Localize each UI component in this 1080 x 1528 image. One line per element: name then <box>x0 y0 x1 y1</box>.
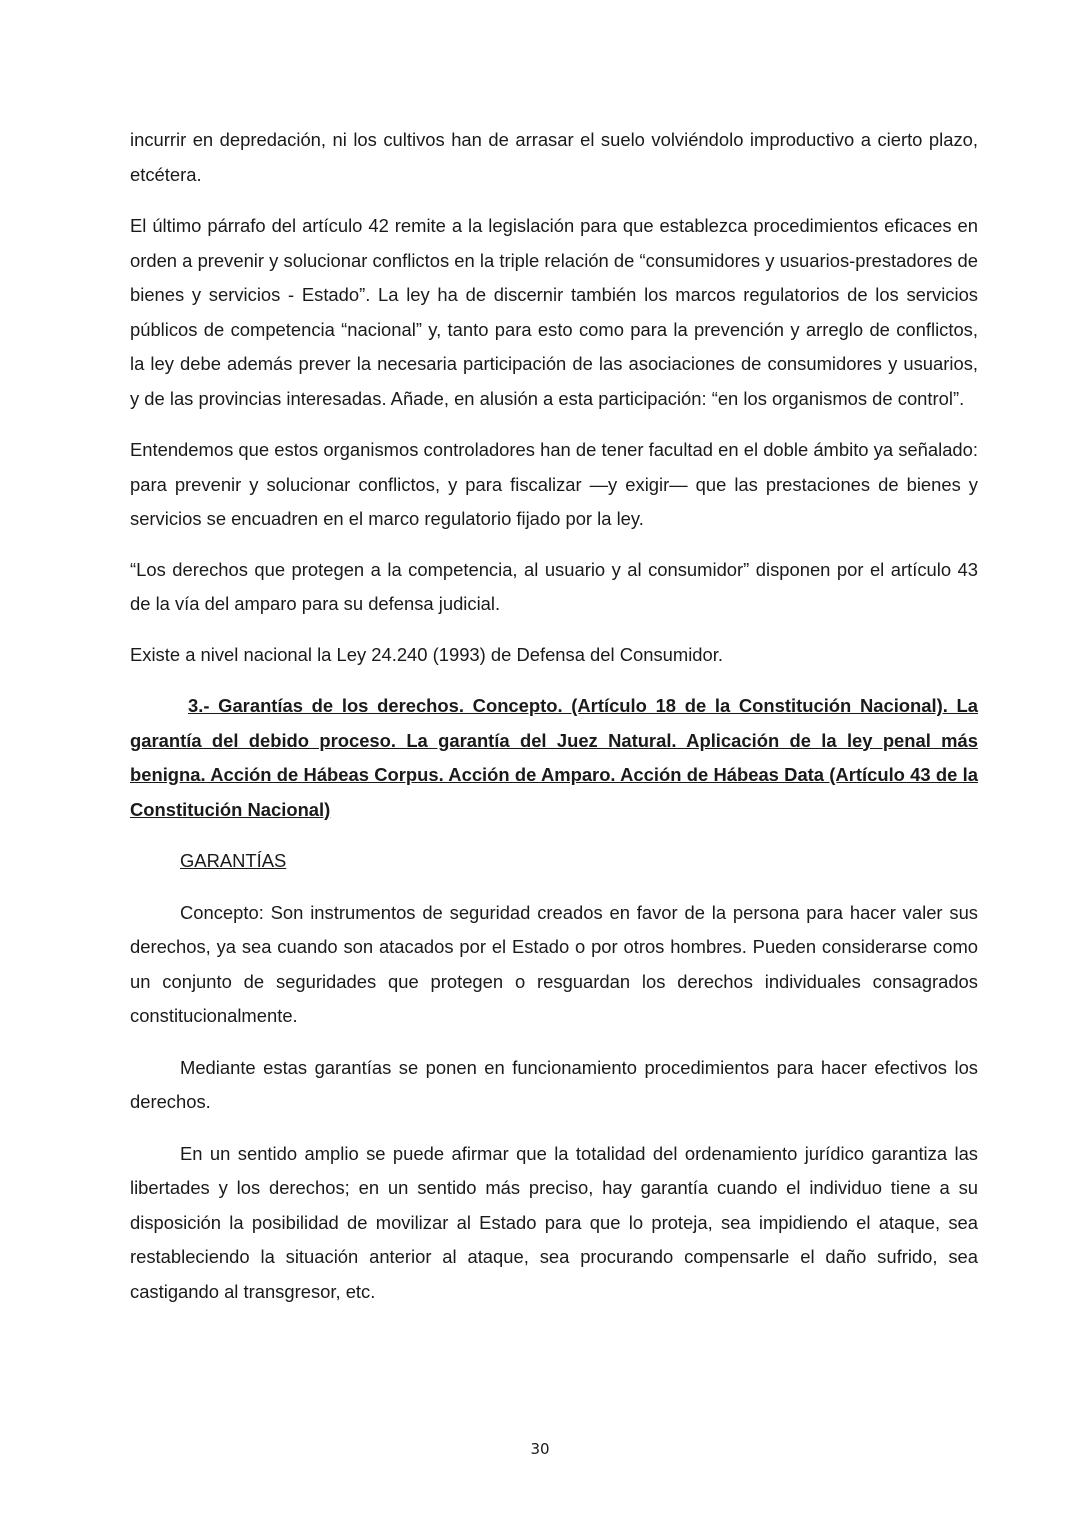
paragraph-articulo-43: “Los derechos que protegen a la competencia, al usuario y al consumidor” disponen por el artículo 43 de la vía del amparo para su defensa judicial. <box>130 558 978 614</box>
page-number: 30 <box>530 1440 550 1458</box>
paragraph-articulo-42: El último párrafo del artículo 42 remite a la legislación para que establezca procedimientos eficaces en orden a prevenir y solucionar conflictos en la triple relación de “consumidores y usuarios-prestadores de bienes y servicios - Estado”. La ley ha de discernir también los marcos regulatorios de los servicios públicos de competencia “nacional” y, tanto para esto como para la prevención y arreglo de conflictos, la ley debe además prever la necesaria participación de las asociaciones de consumidores y usuarios, y de las provincias interesadas. Añade, en alusión a esta participación: “en los organismos de control”. <box>130 215 978 409</box>
paragraph-ley-consumidor: Existe a nivel nacional la Ley 24.240 (1993) de Defensa del Consumidor. <box>130 643 723 665</box>
subheading-garantias: GARANTÍAS <box>180 850 287 871</box>
paragraph-sentido-amplio: En un sentido amplio se puede afirmar que la totalidad del ordenamiento jurídico garantiza las libertades y los derechos; en un sentido más preciso, hay garantía cuando el individuo tiene a su disposición la posibilidad de movilizar al Estado para que lo proteja, sea impidiendo el ataque, sea restableciendo la situación anterior al ataque, sea procurando compensarle el daño sufrido, sea castigando al transgresor, etc. <box>130 1142 978 1302</box>
paragraph-organismos-controladores: Entendemos que estos organismos controladores han de tener facultad en el doble ámbito ya señalado: para prevenir y solucionar conflictos, y para fiscalizar —y exigir— que las prestaciones de bienes y servicios se encuadren en el marco regulatorio fijado por la ley. <box>130 439 978 529</box>
document-page <box>130 123 978 1309</box>
paragraph-concepto: Concepto: Son instrumentos de seguridad creados en favor de la persona para hacer valer sus derechos, ya sea cuando son atacados por el Estado o por otros hombres. Pueden considerarse como un conjunto de seguridades que protegen o resguardan los derechos individuales consagrados constitucionalmente. <box>130 901 978 1026</box>
paragraph-cultivos: incurrir en depredación, ni los cultivos han de arrasar el suelo volviéndolo improductivo a cierto plazo, etcétera. <box>130 129 978 185</box>
section-heading: 3.- Garantías de los derechos. Concepto. (Artículo 18 de la Constitución Nacional). La garantía del debido proceso. La garantía del Juez Natural. Aplicación de la ley penal más benigna. Acción de Hábeas Corpus. Acción de Amparo. Acción de Hábeas Data (Artículo 43 de la Constitución Nacional) <box>130 695 978 820</box>
paragraph-procedimientos: Mediante estas garantías se ponen en funcionamiento procedimientos para hacer efectivos los derechos. <box>130 1056 978 1112</box>
